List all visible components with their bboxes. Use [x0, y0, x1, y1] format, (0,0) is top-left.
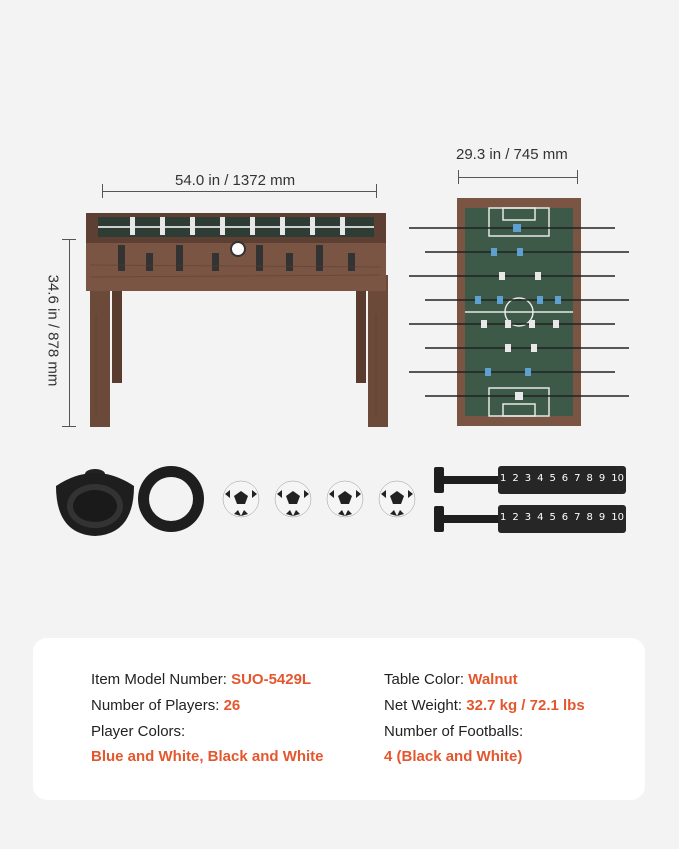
model-number-value: SUO-5429L [231, 671, 312, 688]
weight-row [384, 697, 585, 714]
players-label: Number of Players: [91, 697, 220, 714]
football-1 [222, 480, 260, 518]
footballs-value: 4 (Black and White) [384, 748, 523, 765]
player-colors-value: Blue and White, Black and White [91, 748, 324, 765]
table-color-label: Table Color: [384, 671, 465, 688]
football-3 [326, 480, 364, 518]
table-side-view [80, 205, 390, 435]
ball-return-cup [52, 464, 138, 538]
table-top-view [405, 196, 635, 430]
table-color-value: Walnut [468, 671, 518, 688]
scoreboard-2 [434, 504, 628, 534]
width-label: 29.3 in / 745 mm [456, 146, 568, 163]
model-number-label: Item Model Number: [91, 671, 227, 688]
footballs-label: Number of Footballs: [384, 723, 524, 740]
players-value: 26 [223, 697, 241, 714]
table-color-row [384, 671, 518, 688]
weight-label: Net Weight: [384, 697, 463, 714]
football-2 [274, 480, 312, 518]
players-row [91, 697, 240, 714]
scoreboard-digits: 1 2 3 4 5 6 7 8 9 10 [500, 512, 624, 523]
scoreboard-1 [434, 465, 628, 495]
model-number-row [91, 671, 311, 688]
scoreboard-digits: 1 2 3 4 5 6 7 8 9 10 [500, 473, 624, 484]
length-label: 54.0 in / 1372 mm [175, 172, 296, 189]
football-4 [378, 480, 416, 518]
player-colors-label: Player Colors: [91, 723, 186, 740]
spec-card [33, 638, 645, 800]
rod-ring [136, 464, 206, 534]
weight-value: 32.7 kg / 72.1 lbs [466, 697, 585, 714]
height-label: 34.6 in / 878 mm [44, 274, 62, 387]
